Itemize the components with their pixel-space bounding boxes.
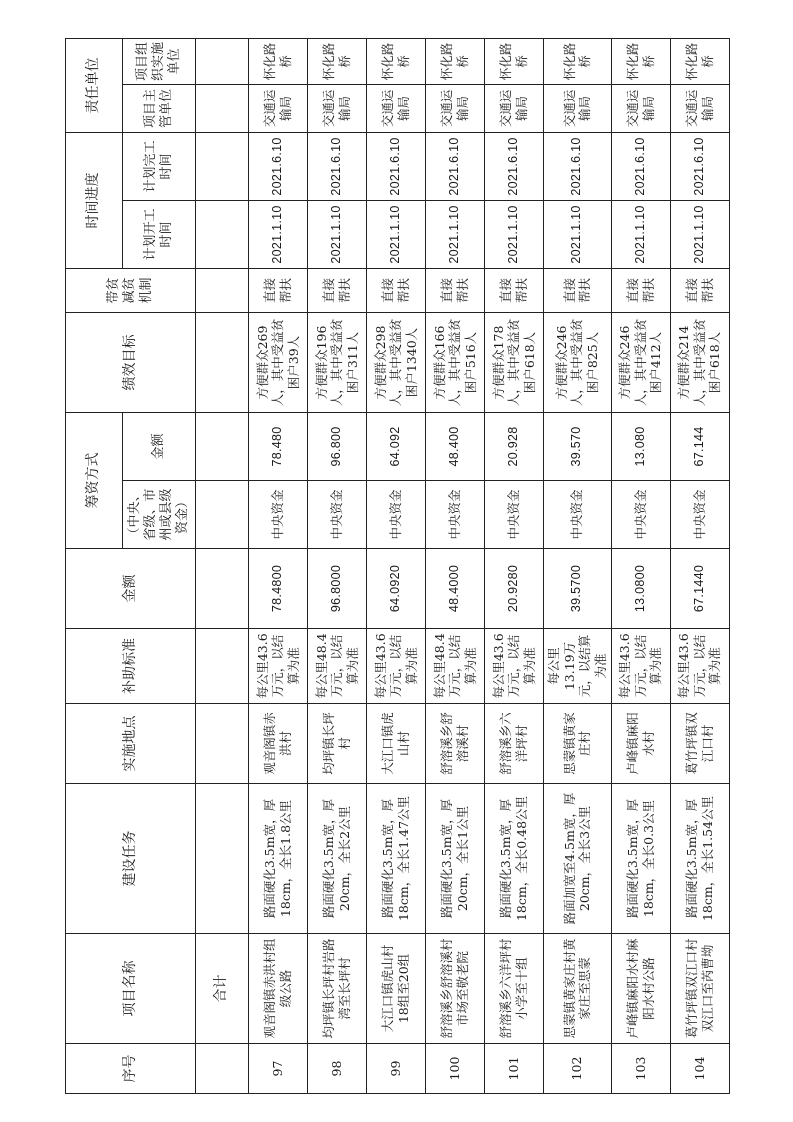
end-time-cell: 2021.6.10 (426, 133, 485, 201)
dept-cell: 交通运输局 (367, 85, 426, 133)
start-time-cell: 2021.1.10 (308, 201, 367, 269)
funding-amount-cell: 67.144 (670, 413, 729, 481)
funding-source-cell: 中央资金 (544, 481, 612, 549)
funding-amount-cell: 48.400 (426, 413, 485, 481)
amount-cell: 64.0920 (367, 549, 426, 629)
mechanism-cell: 直接帮扶 (249, 269, 308, 313)
project-name-cell: 均坪镇长坪村岩路湾至长坪村 (308, 934, 367, 1044)
dept-cell: 交通运输局 (544, 85, 612, 133)
seq-cell: 97 (249, 1044, 308, 1094)
table-row (670, 39, 729, 1094)
header-row-1 (66, 39, 123, 1094)
location-cell: 观音阁镇赤洪村 (249, 704, 308, 784)
start-time-cell: 2021.1.10 (611, 201, 670, 269)
mechanism-cell: 直接帮扶 (308, 269, 367, 313)
end-time-cell: 2021.6.10 (249, 133, 308, 201)
header-end: 计划完工时间 (123, 133, 196, 201)
goal-cell: 方便群众246人，其中受益贫困户825人 (544, 313, 612, 413)
org-cell: 怀化路桥 (426, 39, 485, 85)
project-name-cell: 葛竹坪镇双江口村双江口至芮曹坳 (670, 934, 729, 1044)
amount-cell: 13.0800 (611, 549, 670, 629)
task-cell: 路面硬化3.5m宽，厚18cm，全长0.3公里 (611, 784, 670, 934)
goal-cell: 方便群众246人，其中受益贫困户412人 (611, 313, 670, 413)
task-cell: 路面硬化3.5m宽，厚20cm，全长2公里 (308, 784, 367, 934)
header-funding-amount: 金额 (123, 413, 196, 481)
seq-cell: 98 (308, 1044, 367, 1094)
project-name-cell: 舒溶溪乡六洋坪村小学至十组 (485, 934, 544, 1044)
location-cell: 舒溶溪乡舒溶溪村 (426, 704, 485, 784)
start-time-cell: 2021.1.10 (426, 201, 485, 269)
funding-source-cell: 中央资金 (367, 481, 426, 549)
header-seq: 序号 (66, 1044, 196, 1094)
subsidy-cell: 每公里48.4万元，以结算为准 (426, 629, 485, 704)
header-funding: 筹资方式 (66, 413, 123, 549)
end-time-cell: 2021.6.10 (544, 133, 612, 201)
seq-cell: 100 (426, 1044, 485, 1094)
funding-source-cell: 中央资金 (426, 481, 485, 549)
goal-cell: 方便群众178人，其中受益贫困户618人 (485, 313, 544, 413)
mechanism-cell: 直接帮扶 (367, 269, 426, 313)
goal-cell: 方便群众196人，其中受益贫困户311人 (308, 313, 367, 413)
location-cell: 思蒙镇黄家庄村 (544, 704, 612, 784)
funding-amount-cell: 64.092 (367, 413, 426, 481)
start-time-cell: 2021.1.10 (367, 201, 426, 269)
project-name-cell: 大江口镇虎山村18组至20组 (367, 934, 426, 1044)
header-funding-source: （中央、省级、市州或县级资金） (123, 481, 196, 549)
header-dept: 项目主管单位 (123, 85, 196, 133)
funding-source-cell: 中央资金 (611, 481, 670, 549)
project-name-cell: 思蒙镇黄家庄村黄家庄至思蒙 (544, 934, 612, 1044)
amount-cell: 78.4800 (249, 549, 308, 629)
header-mechanism: 带贫减贫机制 (66, 269, 196, 313)
table-row (544, 39, 612, 1094)
project-table (65, 38, 730, 1094)
dept-cell: 交通运输局 (670, 85, 729, 133)
seq-cell: 104 (670, 1044, 729, 1094)
goal-cell: 方便群众269人，其中受益贫困户39人 (249, 313, 308, 413)
funding-source-cell: 中央资金 (308, 481, 367, 549)
mechanism-cell: 直接帮扶 (426, 269, 485, 313)
header-name: 项目名称 (66, 934, 196, 1044)
table-row (308, 39, 367, 1094)
task-cell: 路面硬化3.5m宽，厚18cm，全长1.47公里 (367, 784, 426, 934)
goal-cell: 方便群众214人，其中受益贫困户618人 (670, 313, 729, 413)
header-org: 项目组织实施单位 (123, 39, 196, 85)
end-time-cell: 2021.6.10 (485, 133, 544, 201)
amount-cell: 96.8000 (308, 549, 367, 629)
funding-source-cell: 中央资金 (670, 481, 729, 549)
header-task: 建设任务 (66, 784, 196, 934)
dept-cell: 交通运输局 (249, 85, 308, 133)
project-name-cell: 舒溶溪乡舒溶溪村市场至敬老院 (426, 934, 485, 1044)
goal-cell: 方便群众166人，其中受益贫困户516人 (426, 313, 485, 413)
seq-cell: 102 (544, 1044, 612, 1094)
location-cell: 葛竹坪镇双江口村 (670, 704, 729, 784)
table-row (249, 39, 308, 1094)
funding-source-cell: 中央资金 (485, 481, 544, 549)
task-cell: 路面硬化3.5m宽，厚18cm，全长1.8公里 (249, 784, 308, 934)
mechanism-cell: 直接帮扶 (544, 269, 612, 313)
funding-amount-cell: 20.928 (485, 413, 544, 481)
table-body (196, 39, 730, 1094)
dept-cell: 交通运输局 (426, 85, 485, 133)
start-time-cell: 2021.1.10 (249, 201, 308, 269)
funding-source-cell: 中央资金 (249, 481, 308, 549)
subsidy-cell: 每公里48.4万元，以结算为准 (308, 629, 367, 704)
total-label: 合计 (196, 934, 249, 1044)
dept-cell: 交通运输局 (611, 85, 670, 133)
amount-cell: 67.1440 (670, 549, 729, 629)
org-cell: 怀化路桥 (544, 39, 612, 85)
seq-cell: 101 (485, 1044, 544, 1094)
org-cell: 怀化路桥 (308, 39, 367, 85)
goal-cell: 方便群众298人，其中受益贫困户1340人 (367, 313, 426, 413)
dept-cell: 交通运输局 (485, 85, 544, 133)
end-time-cell: 2021.6.10 (670, 133, 729, 201)
seq-cell: 99 (367, 1044, 426, 1094)
amount-cell: 39.5700 (544, 549, 612, 629)
subsidy-cell: 每公里13.19万元，以结算为准 (544, 629, 612, 704)
org-cell: 怀化路桥 (367, 39, 426, 85)
org-cell: 怀化路桥 (611, 39, 670, 85)
amount-cell: 20.9280 (485, 549, 544, 629)
table-row (485, 39, 544, 1094)
mechanism-cell: 直接帮扶 (670, 269, 729, 313)
location-cell: 大江口镇虎山村 (367, 704, 426, 784)
end-time-cell: 2021.6.10 (367, 133, 426, 201)
header-subsidy: 补助标准 (66, 629, 196, 704)
task-cell: 路面硬化3.5m宽，厚18cm，全长0.48公里 (485, 784, 544, 934)
subsidy-cell: 每公里43.6万元，以结算为准 (249, 629, 308, 704)
location-cell: 均坪镇长坪村 (308, 704, 367, 784)
end-time-cell: 2021.6.10 (308, 133, 367, 201)
header-goal: 绩效目标 (66, 313, 196, 413)
task-cell: 路面硬化3.5m宽，厚20cm，全长1公里 (426, 784, 485, 934)
seq-cell: 103 (611, 1044, 670, 1094)
start-time-cell: 2021.1.10 (485, 201, 544, 269)
funding-amount-cell: 78.480 (249, 413, 308, 481)
task-cell: 路面加宽至4.5m宽，厚20cm，全长3公里 (544, 784, 612, 934)
task-cell: 路面硬化3.5m宽，厚18cm，全长1.54公里 (670, 784, 729, 934)
funding-amount-cell: 96.800 (308, 413, 367, 481)
header-responsibility: 责任单位 (66, 39, 123, 133)
org-cell: 怀化路桥 (485, 39, 544, 85)
header-start: 计划开工时间 (123, 201, 196, 269)
location-cell: 舒溶溪乡六洋坪村 (485, 704, 544, 784)
mechanism-cell: 直接帮扶 (485, 269, 544, 313)
subsidy-cell: 每公里43.6万元，以结算为准 (611, 629, 670, 704)
start-time-cell: 2021.1.10 (670, 201, 729, 269)
location-cell: 卢峰镇麻阳水村 (611, 704, 670, 784)
start-time-cell: 2021.1.10 (544, 201, 612, 269)
project-name-cell: 观音阁镇赤洪村组级公路 (249, 934, 308, 1044)
header-schedule: 时间进度 (66, 133, 123, 269)
table-row (611, 39, 670, 1094)
subsidy-cell: 每公里43.6万元，以结算为准 (670, 629, 729, 704)
subsidy-cell: 每公里43.6万元，以结算为准 (485, 629, 544, 704)
header-location: 实施地点 (66, 704, 196, 784)
end-time-cell: 2021.6.10 (611, 133, 670, 201)
mechanism-cell: 直接帮扶 (611, 269, 670, 313)
project-name-cell: 卢峰镇麻阳水村麻阳水村公路 (611, 934, 670, 1044)
funding-amount-cell: 39.570 (544, 413, 612, 481)
header-amount: 金额 (66, 549, 196, 629)
org-cell: 怀化路桥 (670, 39, 729, 85)
table-row (426, 39, 485, 1094)
subsidy-cell: 每公里43.6万元，以结算为准 (367, 629, 426, 704)
table-row (367, 39, 426, 1094)
total-row (196, 39, 249, 1094)
org-cell: 怀化路桥 (249, 39, 308, 85)
amount-cell: 48.4000 (426, 549, 485, 629)
funding-amount-cell: 13.080 (611, 413, 670, 481)
dept-cell: 交通运输局 (308, 85, 367, 133)
